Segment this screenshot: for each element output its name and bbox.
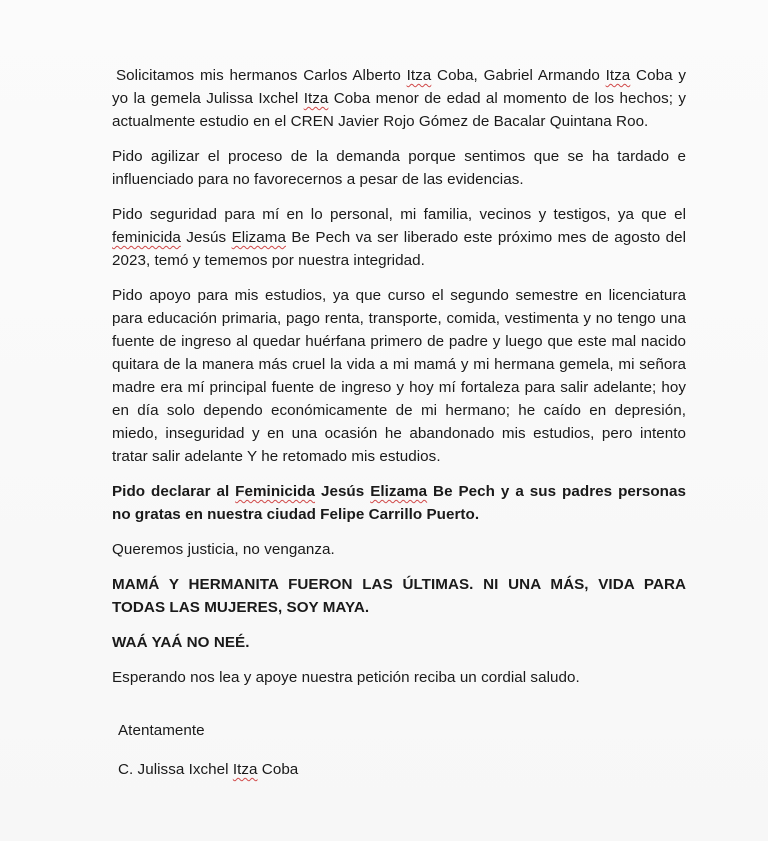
spellcheck-word: Feminicida [235,483,316,500]
paragraph-petitioners: Solicitamos mis hermanos Carlos Alberto Itza Coba, Gabriel Armando Itza Coba y yo la gemela Julissa Ixchel Itza Coba menor de edad al momento de los hechos; y actualmente estudio en el CREN Javier Rojo Gómez de Bacalar Quintana Roo. [112,67,686,130]
spellcheck-word: feminicida [112,229,181,246]
paragraph-expedite-request: Pido agilizar el proceso de la demanda porque sentimos que se ha tardado e influenciado para no favorecernos a pesar de las evidencias. [112,148,686,188]
paragraph-declaration-request: Pido declarar al Feminicida Jesús Elizama Be Pech y a sus padres personas no gratas en nuestra ciudad Felipe Carrillo Puerto. [112,483,687,523]
paragraph-farewell: Esperando nos lea y apoye nuestra petición reciba un cordial saludo. [112,669,580,686]
paragraph-study-support: Pido apoyo para mis estudios, ya que curso el segundo semestre en licenciatura para educación primaria, pago renta, transporte, comida, vestimenta y no tengo una fuente de ingreso al quedar huérfana primero de padre y luego que este mal nacido quitara de la manera más cruel la vida a mi mamá y mi hermana gemela, mi señora madre era mí principal fuente de ingreso y hoy mí fortaleza para salir adelante; hoy en día solo dependo económicamente de mi hermano; he caído en depresión, miedo, inseguridad y en una ocasión he abandonado mis estudios, pero intento tratar salir adelante Y he retomado mis estudios. [112,287,686,465]
document-body [112,64,686,797]
closing-atentamente: Atentamente [118,722,205,739]
spellcheck-word: Elizama [370,483,428,500]
spellcheck-word: Itza [232,761,258,778]
spellcheck-word: Itza [406,67,432,84]
spellcheck-word: Elizama [231,229,286,246]
spellcheck-word: Itza [605,67,631,84]
paragraph-security-request: Pido seguridad para mí en lo personal, mi familia, vecinos y testigos, ya que el feminicida Jesús Elizama Be Pech va ser liberado este próximo mes de agosto del 2023, temó y tememos por nuestra integridad. [112,206,687,269]
spellcheck-word: Itza [303,90,329,107]
signature-name: C. Julissa Ixchel Itza Coba [118,761,299,778]
closing-block [112,719,686,781]
paragraph-maya-phrase: WAÁ YAÁ NO NEÉ. [112,634,250,651]
paragraph-justice: Queremos justicia, no venganza. [112,541,335,558]
paragraph-slogan: MAMÁ Y HERMANITA FUERON LAS ÚLTIMAS. NI UNA MÁS, VIDA PARA TODAS LAS MUJERES, SOY MAYA. [112,576,686,616]
